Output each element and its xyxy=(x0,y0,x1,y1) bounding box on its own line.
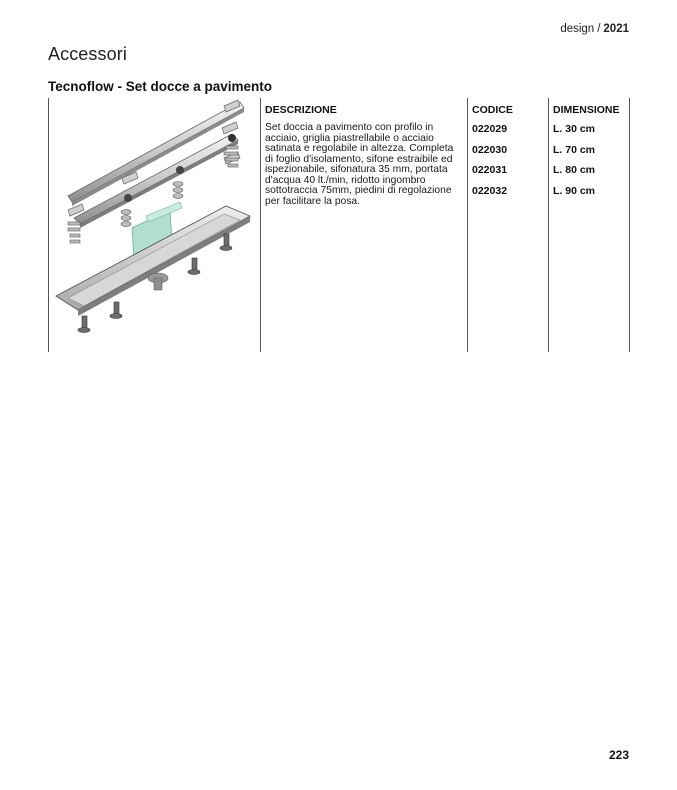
product-image xyxy=(48,98,260,352)
page-header xyxy=(560,23,629,35)
product-code: 022032 xyxy=(472,185,508,197)
product-description: Set doccia a pavimento con profilo in acciaio, griglia piastrellabile o acciaio satinata e regolabile in altezza. Completa di foglio d'isolamento, sifone estraibile ed ispezionabile, sifonatura 35 mm, portata d'acqua 40 lt./min, ridotto ingombro sottotraccia 75mm, piedini di regolazione per facilitare la posa. xyxy=(265,122,454,207)
header-separator: / xyxy=(597,23,601,35)
table-divider xyxy=(548,98,549,352)
product-title: Tecnoflow - Set docce a pavimento xyxy=(48,79,273,94)
page-number: 223 xyxy=(608,748,629,762)
header-description: DESCRIZIONE xyxy=(265,104,337,116)
product-code: 022029 xyxy=(472,123,508,135)
header-dimension: DIMENSIONE xyxy=(553,104,620,116)
section-title: Accessori xyxy=(48,44,127,64)
product-dimension: L. 70 cm xyxy=(553,144,596,156)
header-brand: design xyxy=(560,23,595,35)
table-divider xyxy=(467,98,468,352)
table-divider xyxy=(629,98,630,352)
product-dimension: L. 30 cm xyxy=(553,123,596,135)
header-code: CODICE xyxy=(472,104,513,116)
header-year: 2021 xyxy=(603,23,629,35)
product-dimension: L. 80 cm xyxy=(553,164,596,176)
product-dimension: L. 90 cm xyxy=(553,185,596,197)
table-divider xyxy=(260,98,261,352)
product-code: 022031 xyxy=(472,164,508,176)
product-table xyxy=(48,98,630,352)
product-code: 022030 xyxy=(472,144,508,156)
shower-drain-exploded-illustration xyxy=(48,98,260,352)
